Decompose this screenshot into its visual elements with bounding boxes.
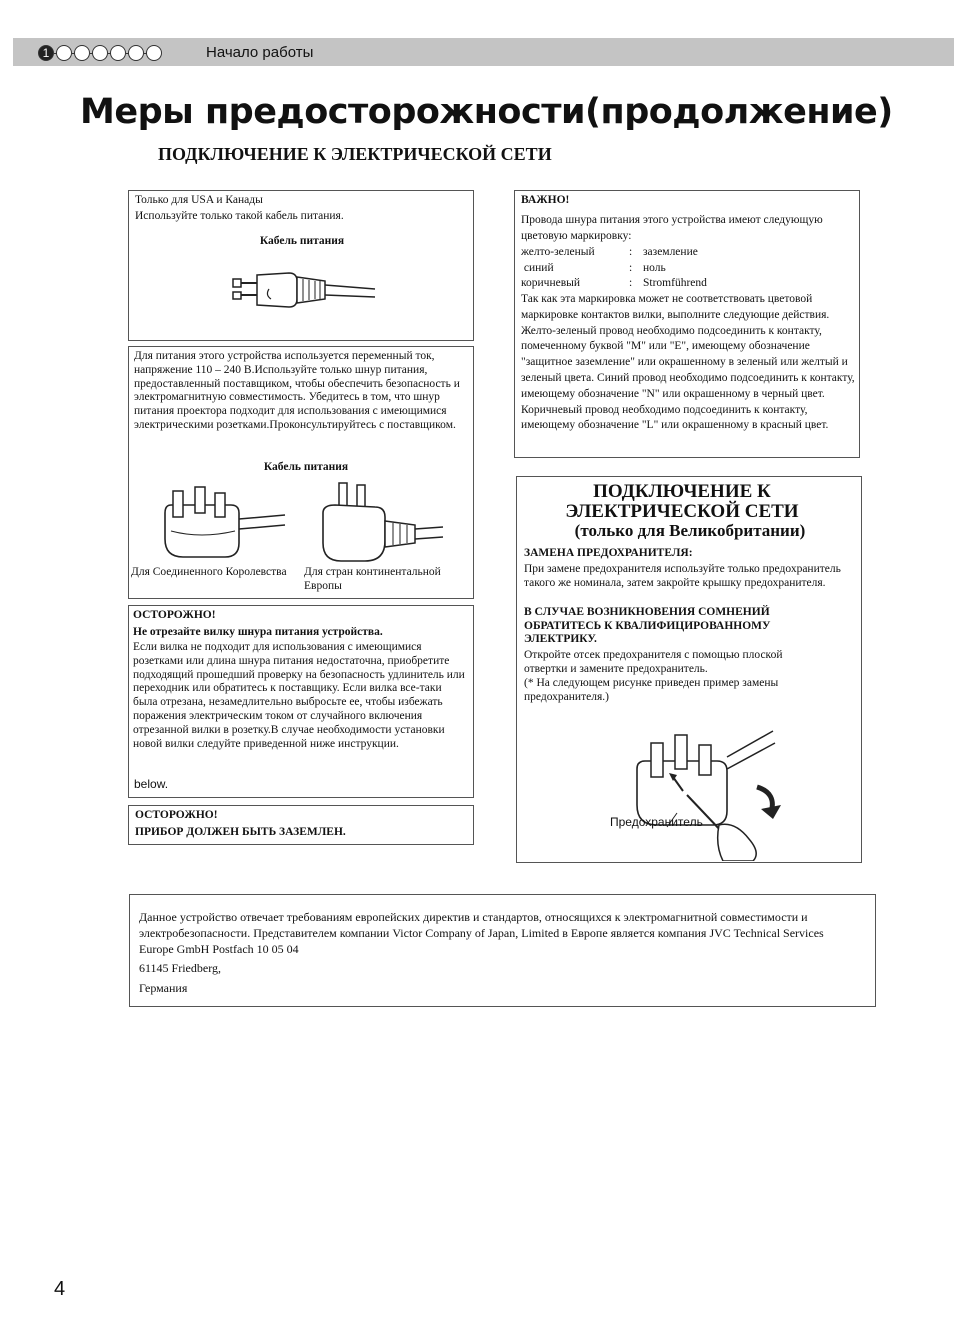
important-heading: ВАЖНО! (521, 194, 570, 206)
page-subtitle: ПОДКЛЮЧЕНИЕ К ЭЛЕКТРИЧЕСКОЙ СЕТИ (158, 144, 552, 164)
wire-row: коричневый : Stromführend (521, 277, 707, 289)
doubt-heading: В СЛУЧАЕ ВОЗНИКНОВЕНИЯ СОМНЕНИЙ ОБРАТИТЕСЬ К КВАЛИФИЦИРОВАННОМУ ЭЛЕКТРИКУ. (524, 606, 771, 645)
fuse-text: При замене предохранителя используйте только предохранитель такого же номинала, затем закройте крышку предохранителя. (524, 563, 841, 589)
eu-line3: Германия (139, 981, 188, 995)
fuse-note: (* На следующем рисунке приведен пример замены предохранителя.) (524, 677, 779, 703)
uk-title-line3: (только для Великобритании) (574, 521, 806, 540)
step-circle (92, 45, 108, 61)
wire-row: синий : ноль (521, 261, 666, 274)
usa-cable-label: Кабель питания (259, 235, 345, 247)
step-circle (74, 45, 90, 61)
box-power-info (128, 346, 474, 599)
step-circle (56, 45, 72, 61)
wire-row: желто-зеленый : заземление (521, 246, 698, 258)
fuse-replacement-illustration (627, 721, 795, 861)
caution2-heading: ОСТОРОЖНО! (135, 809, 218, 821)
box-caution-ground (128, 805, 474, 845)
caution2-text: ПРИБОР ДОЛЖЕН БЫТЬ ЗАЗЕМЛЕН. (135, 826, 346, 838)
box-usa-canada (128, 190, 474, 341)
us-plug-illustration (229, 269, 379, 313)
page-title: Меры предосторожности(продолжение) (80, 92, 893, 132)
uk-plug-illustration (161, 485, 287, 565)
power-cable-label: Кабель питания (263, 461, 349, 473)
important-text: Так как эта маркировка может не соответствовать цветовой маркировке контактов вилки, выполните следующие действия. Желто-зеленый провод необходимо подсоединить к контакту, помеченному буквой "M" или "E", имеющему обозначение "защитное заземление" или окрашенному в зеленый или желтый и зеленый цвета. Синий провод необходимо подсоединить к контакту, имеющему обозначение "N" или окрашенному в черный цвет. Коричневый провод необходимо подсоединить к контакту, имеющему обозначение "L" или окрашенному в красный цвет. (521, 293, 855, 432)
caption-eu: Для стран континентальной Европы (304, 566, 441, 592)
box-eu-conformity (129, 894, 876, 1007)
step-circle-active: 1 (38, 45, 54, 61)
uk-title-line1: ПОДКЛЮЧЕНИЕ К (593, 481, 771, 502)
box-caution-cut-plug (128, 605, 474, 798)
fuse-heading: ЗАМЕНА ПРЕДОХРАНИТЕЛЯ: (524, 547, 693, 559)
eu-line2: 61145 Friedberg, (139, 961, 221, 975)
page-number: 4 (54, 1278, 66, 1300)
eu-plug-illustration (315, 481, 445, 565)
caution1-extra: below. (134, 777, 169, 791)
step-circle (146, 45, 162, 61)
step-circle (110, 45, 126, 61)
caution1-heading: ОСТОРОЖНО! (133, 609, 216, 621)
box-important (514, 190, 860, 458)
section-label: Начало работы (206, 44, 314, 61)
caution1-text: Если вилка не подходит для использования с имеющимися розетками или длина шнура питания недостаточна, приобретите подходящий прошедший проверку на безопасность удлинитель или переходник или обратитесь к поставщику. Если вилка все-таки была отрезана, незамедлительно выбросьте ее, чтобы избежать поражения электрическим током от случайного включения отрезанной вилки в розетку.В случае необходимости установки новой вилки следуйте приведенной ниже инструкции. (133, 641, 465, 750)
fuse-label: Предохранитель (610, 815, 703, 829)
caption-uk: Для Соединенного Королевства (131, 566, 287, 578)
uk-title-line2: ЭЛЕКТРИЧЕСКОЙ СЕТИ (565, 501, 799, 522)
eu-para1: Данное устройство отвечает требованиям европейских директив и стандартов, относящихся к электромагнитной совместимости и электробезопасности. Представителем компании Victor Company of Japan, Limited в Европе является компания JVC Technical Services Europe GmbH Postfach 10 05 04 (139, 910, 824, 956)
usa-line2: Используйте только такой кабель питания. (135, 210, 344, 222)
open-text: Откройте отсек предохранителя с помощью плоской отвертки и замените предохранитель. (524, 649, 783, 675)
step-indicator (38, 43, 164, 62)
box-uk-connection (516, 476, 862, 863)
important-intro: Провода шнура питания этого устройства имеют следующую цветовую маркировку: (521, 214, 823, 242)
power-text: Для питания этого устройства используется переменный ток, напряжение 110 – 240 В.Используйте только шнур питания, предоставленный поставщиком, чтобы обеспечить безопасность и электромагнитную совместимость. Убедитесь в том, что шнур питания проектора подходит для использования с имеющимися электрическими розетками.Проконсультируйтесь с поставщиком. (134, 350, 460, 431)
usa-line1: Только для USA и Канады (135, 194, 263, 206)
step-circle (128, 45, 144, 61)
caution1-subheading: Не отрезайте вилку шнура питания устройства. (133, 626, 383, 638)
wire-color-list (521, 245, 859, 292)
